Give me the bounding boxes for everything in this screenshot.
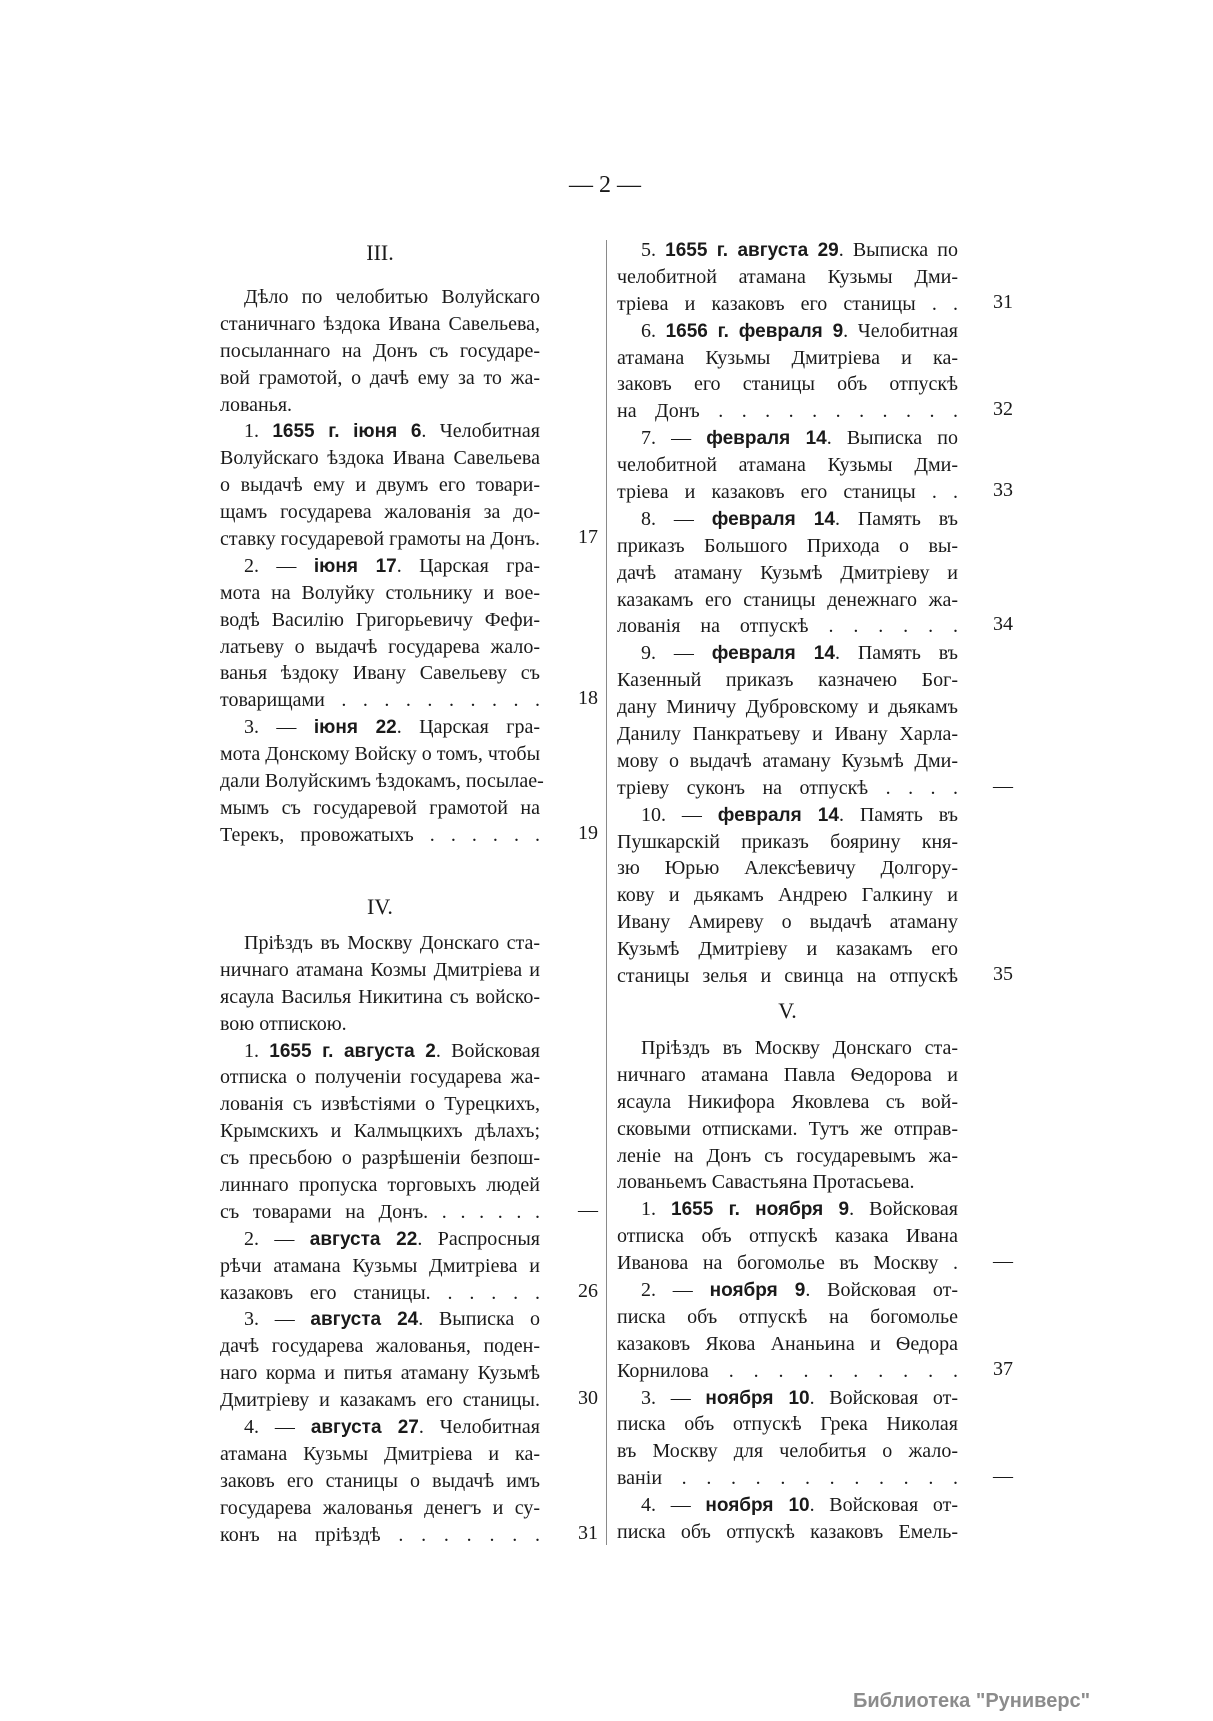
text-line: ясаула Василья Никитина съ войско- <box>220 985 540 1008</box>
text-line: на Донъ . . . . . . . . . . . <box>617 400 958 423</box>
entry-first-line <box>617 1196 958 1223</box>
page-reference: 31 <box>578 1521 598 1544</box>
text-line-row <box>617 1465 1013 1492</box>
text-line-row <box>617 398 1013 425</box>
intro-paragraph <box>220 284 540 418</box>
entry-first-line <box>617 425 958 452</box>
document-entry <box>617 1492 958 1546</box>
page-number-header: — 2 — <box>569 172 641 198</box>
entry-date: февраля 14 <box>711 508 835 530</box>
entry-date: августа 22 <box>309 1228 418 1250</box>
entry-first-line <box>617 1385 958 1412</box>
entry-first-line <box>220 1226 540 1253</box>
intro-paragraph <box>220 930 540 1038</box>
entry-date: февраля 14 <box>717 804 839 826</box>
document-entry <box>617 237 1013 318</box>
text-line: ясаула Никифора Яковлева съ вой- <box>617 1090 958 1113</box>
document-entry <box>220 714 598 848</box>
text-line: писка объ отпускѣ на богомолье <box>617 1305 958 1328</box>
text-line: о выдачѣ ему и двумъ его товари- <box>220 474 540 497</box>
entry-title-start: . Войсковая <box>849 1198 958 1221</box>
text-line: тріева и казаковъ его станицы . . <box>617 481 958 504</box>
page-reference: — <box>578 1198 598 1221</box>
entry-number: 4. — <box>244 1416 311 1439</box>
section-heading-v: V. <box>778 998 797 1023</box>
document-entry <box>220 1306 598 1414</box>
entry-number: 3. — <box>641 1386 706 1409</box>
entry-title-start: . Войсковая от- <box>809 1386 958 1409</box>
text-line: конъ на пріѣздѣ . . . . . . . <box>220 1523 540 1546</box>
entry-first-line <box>220 1038 540 1065</box>
text-line: сковыми отписками. Тутъ же отправ- <box>617 1117 958 1140</box>
text-line: товарищами . . . . . . . . . . <box>220 689 540 712</box>
entry-date: 1655 г. августа 2 <box>269 1040 436 1062</box>
entry-number: 1. <box>641 1198 672 1221</box>
entry-first-line <box>617 1492 958 1519</box>
text-line-row <box>220 1198 598 1226</box>
text-line: кову и дьякамъ Андрею Галкину и <box>617 884 958 907</box>
page-reference: — <box>993 1465 1013 1488</box>
section-v-body <box>617 1035 1013 1546</box>
text-line: лованьемъ Савастьяна Протасьева. <box>617 1171 915 1194</box>
entry-number: 8. — <box>641 507 712 530</box>
text-line: наго корма и питья атаману Кузьмѣ <box>220 1362 540 1385</box>
text-line: Казенный приказъ казначею Бог- <box>617 669 958 692</box>
entry-date: іюня 22 <box>313 717 397 739</box>
text-line: казаковъ Якова Ананьина и Ѳедора <box>617 1332 958 1355</box>
text-line: Пушкарскій приказъ боярину кня- <box>617 830 958 853</box>
page-reference: — <box>993 774 1013 797</box>
entry-title-start: . Царская гра- <box>396 554 541 577</box>
text-line: приказъ Большого Прихода о вы- <box>617 534 958 557</box>
column-divider <box>606 240 607 1545</box>
text-line: Ивану Амиреву о выдачѣ атаману <box>617 911 958 934</box>
section-iii-body <box>220 284 598 849</box>
text-line: лованія на отпускѣ . . . . . . <box>617 615 958 638</box>
text-line: Иванова на богомолье въ Москву . <box>617 1252 958 1275</box>
text-line: ничнаго атамана Козмы Дмитріева и <box>220 958 540 981</box>
text-line: Корнилова . . . . . . . . . . <box>617 1359 958 1382</box>
document-entry <box>220 418 598 552</box>
section-iv-continued-body <box>617 237 1013 990</box>
text-line: атамана Кузьмы Дмитріева и ка- <box>220 1442 540 1465</box>
entry-first-line <box>220 1306 540 1333</box>
entry-number: 2. — <box>641 1279 710 1302</box>
entry-first-line <box>617 640 958 667</box>
text-line: вою отпискою. <box>220 1012 347 1035</box>
entry-number: 2. — <box>244 1227 310 1250</box>
text-line: заковъ его станицы объ отпускѣ <box>617 373 958 396</box>
entry-number: 6. <box>641 319 666 342</box>
text-line: съ товарами на Донъ. . . . . . . <box>220 1200 540 1223</box>
text-line-row <box>220 1521 598 1549</box>
text-line: Крымскихъ и Калмыцкихъ дѣлахъ; <box>220 1120 540 1143</box>
text-line-row <box>617 774 1013 802</box>
document-entry <box>220 1226 598 1307</box>
entry-date: іюня 17 <box>313 555 397 577</box>
entry-number: 5. <box>641 239 666 261</box>
text-line: тріеву суконъ на отпускѣ . . . . <box>617 776 958 799</box>
page-reference: 19 <box>578 821 598 844</box>
page-reference: — <box>993 1250 1013 1273</box>
entry-title-start: . Челобитная <box>843 319 958 342</box>
text-line: ванья ѣздоку Ивану Савельеву съ <box>220 662 540 685</box>
text-line-row <box>220 687 598 714</box>
text-line: Пріѣздъ въ Москву Донскаго ста- <box>244 932 540 954</box>
text-line: тріева и казаковъ его станицы . . <box>617 292 958 315</box>
text-line-row <box>617 613 1013 640</box>
text-line: Кузьмѣ Дмитріеву и казакамъ его <box>617 938 958 961</box>
text-line: писка объ отпускѣ казаковъ Емель- <box>617 1521 958 1544</box>
entry-title-start: . Царская гра- <box>396 716 541 739</box>
text-line-row <box>617 963 1013 990</box>
document-entry <box>617 506 1013 640</box>
entry-title-start: . Память въ <box>834 507 958 530</box>
text-line: Пріѣздъ въ Москву Донскаго ста- <box>641 1037 958 1059</box>
page-reference: 35 <box>993 963 1013 986</box>
text-line-row <box>220 526 598 553</box>
entry-title-start: . Выписка о <box>418 1308 540 1331</box>
entry-date: ноября 9 <box>709 1280 806 1302</box>
entry-first-line <box>617 318 958 345</box>
text-line: ставку государевой грамоты на Донъ. <box>220 528 541 551</box>
entry-title-start: . Память въ <box>838 803 958 826</box>
entry-date: февраля 14 <box>711 643 835 665</box>
entry-number: 3. — <box>244 716 314 739</box>
text-line: дали Волуйскимъ ѣздокамъ, посылае- <box>220 770 544 793</box>
entry-number: 4. — <box>641 1494 706 1517</box>
text-line: рѣчи атамана Кузьмы Дмитріева и <box>220 1254 540 1277</box>
text-line: линнаго пропуска торговыхъ людей <box>220 1174 540 1197</box>
text-line-row <box>220 1279 598 1307</box>
text-line: дану Миничу Дубровскому и дьякамъ <box>617 696 958 719</box>
text-line: писка объ отпускѣ Грека Николая <box>617 1413 958 1436</box>
entry-date: февраля 14 <box>706 428 827 450</box>
document-entry <box>617 425 1013 506</box>
text-line: отписка о полученіи государева жа- <box>220 1066 540 1089</box>
section-heading-iii: III. <box>366 240 394 265</box>
text-line: ваніи . . . . . . . . . . . . <box>617 1467 958 1490</box>
entry-number: 9. — <box>641 642 712 665</box>
document-entry <box>617 1277 1013 1385</box>
text-line: казакамъ его станицы денежнаго жа- <box>617 588 958 611</box>
document-entry <box>617 318 1013 426</box>
entry-date: 1656 г. февраля 9 <box>665 320 844 342</box>
page-reference: 31 <box>993 290 1013 313</box>
text-line: отписка объ отпускѣ казака Ивана <box>617 1225 958 1248</box>
document-entry <box>617 802 1013 990</box>
document-entry <box>220 553 598 714</box>
text-line: зю Юрью Алексѣевичу Долгору- <box>617 857 958 880</box>
entry-date: 1655 г. августа 29 <box>665 240 839 261</box>
entry-date: августа 27 <box>310 1417 419 1439</box>
text-line: мота на Волуйку стольнику и вое- <box>220 581 540 604</box>
text-line: щамъ государева жалованія за до- <box>220 501 540 524</box>
entry-title-start: . Выписка по <box>838 239 958 261</box>
entry-date: 1655 г. ноября 9 <box>671 1199 850 1221</box>
text-line-row <box>617 1357 1013 1385</box>
text-line: Дѣло по челобитью Волуйскаго <box>244 286 540 308</box>
page-reference: 34 <box>993 613 1013 636</box>
entry-date: августа 24 <box>310 1309 419 1331</box>
text-line: мымъ съ государевой грамотой на <box>220 796 540 819</box>
text-line: челобитной атамана Кузьмы Дми- <box>617 265 958 288</box>
text-line-row <box>220 821 598 849</box>
text-line: станицы зелья и свинца на отпускѣ <box>617 965 958 988</box>
entry-first-line <box>220 553 540 580</box>
entry-first-line <box>617 506 958 533</box>
text-line: заковъ его станицы о выдачѣ имъ <box>220 1469 540 1492</box>
section-iv-body <box>220 930 598 1548</box>
document-entry <box>617 1196 1013 1277</box>
document-entry <box>220 1038 598 1226</box>
entry-title-start: . Войсковая от- <box>809 1494 958 1517</box>
entry-first-line <box>617 1277 958 1304</box>
document-entry <box>220 1414 598 1548</box>
text-line-row <box>617 290 1013 318</box>
text-line: станичнаго ѣздока Ивана Савельева, <box>220 312 540 335</box>
text-line: государева жалованья денегъ и су- <box>220 1496 540 1519</box>
entry-number: 7. — <box>641 427 707 450</box>
page-reference: 26 <box>578 1279 598 1302</box>
entry-title-start: . Память въ <box>834 642 958 665</box>
text-line: вой грамотой, о дачѣ ему за то жа- <box>220 366 540 389</box>
text-line: мота Донскому Войску о томъ, чтобы <box>220 743 541 766</box>
text-line: Данилу Панкратьеву и Ивану Харла- <box>617 723 958 746</box>
section-heading-iv: IV. <box>367 894 393 919</box>
entry-number: 1. <box>244 420 273 443</box>
text-line: ничнаго атамана Павла Ѳедорова и <box>617 1063 958 1086</box>
entry-number: 2. — <box>244 554 314 577</box>
entry-first-line <box>220 714 540 741</box>
page-reference: 32 <box>993 398 1013 421</box>
text-line: казаковъ его станицы. . . . . . <box>220 1281 540 1304</box>
text-line: мову о выдачѣ атаману Кузьмѣ Дми- <box>617 749 958 772</box>
text-line: въ Москву для челобитья о жало- <box>617 1440 958 1463</box>
text-line: латьеву о выдачѣ государева жало- <box>220 635 540 658</box>
text-line: Дмитріеву и казакамъ его станицы. <box>220 1389 540 1412</box>
page-reference: 18 <box>578 687 598 710</box>
page-reference: 30 <box>578 1387 598 1410</box>
entry-date: ноября 10 <box>705 1387 810 1409</box>
page-reference: 37 <box>993 1357 1013 1380</box>
text-line-row <box>617 1250 1013 1277</box>
entry-date: 1655 г. іюня 6 <box>272 421 422 443</box>
text-line: посыланнаго на Донъ съ государе- <box>220 339 540 362</box>
entry-title-start: . Войсковая от- <box>805 1279 959 1302</box>
entry-title-start: . Выписка по <box>826 427 958 450</box>
entry-number: 10. — <box>641 803 718 826</box>
page-reference: 33 <box>993 479 1013 502</box>
text-line: Терекъ, провожатыхъ . . . . . . <box>220 823 540 846</box>
text-line: лованія съ извѣстіями о Турецкихъ, <box>220 1093 540 1116</box>
library-watermark: Библиотека "Руниверс" <box>853 1690 1091 1712</box>
text-line: атамана Кузьмы Дмитріева и ка- <box>617 346 958 369</box>
text-line: челобитной атамана Кузьмы Дми- <box>617 454 958 477</box>
text-line-row <box>220 1387 598 1414</box>
entry-first-line <box>617 237 958 264</box>
text-line: лованья. <box>220 393 293 416</box>
document-entry <box>617 1385 1013 1493</box>
entry-title-start: . Челобитная <box>421 420 541 443</box>
entry-first-line <box>220 1414 540 1441</box>
entry-date: ноября 10 <box>705 1495 810 1517</box>
text-line: съ пресьбою о разрѣшеніи безпош- <box>220 1147 540 1170</box>
entry-title-start: . Войсковая <box>435 1039 540 1062</box>
text-line: дачѣ атаману Кузьмѣ Дмитріеву и <box>617 561 958 584</box>
page-reference: 17 <box>578 526 598 549</box>
document-entry <box>617 640 1013 801</box>
text-line: дачѣ государева жалованья, поден- <box>220 1335 540 1358</box>
entry-title-start: . Челобитная <box>418 1416 540 1439</box>
entry-first-line <box>220 418 540 445</box>
entry-number: 1. <box>244 1039 270 1062</box>
text-line: Волуйскаго ѣздока Ивана Савельева <box>220 447 540 470</box>
text-line: водѣ Василію Григорьевичу Фефи- <box>220 608 540 631</box>
entry-title-start: . Распросныя <box>417 1227 541 1250</box>
entry-first-line <box>617 802 958 829</box>
entry-number: 3. — <box>244 1308 311 1331</box>
text-line-row <box>617 479 1013 506</box>
text-line: леніе на Донъ съ государевымъ жа- <box>617 1144 958 1167</box>
intro-paragraph <box>617 1035 958 1196</box>
